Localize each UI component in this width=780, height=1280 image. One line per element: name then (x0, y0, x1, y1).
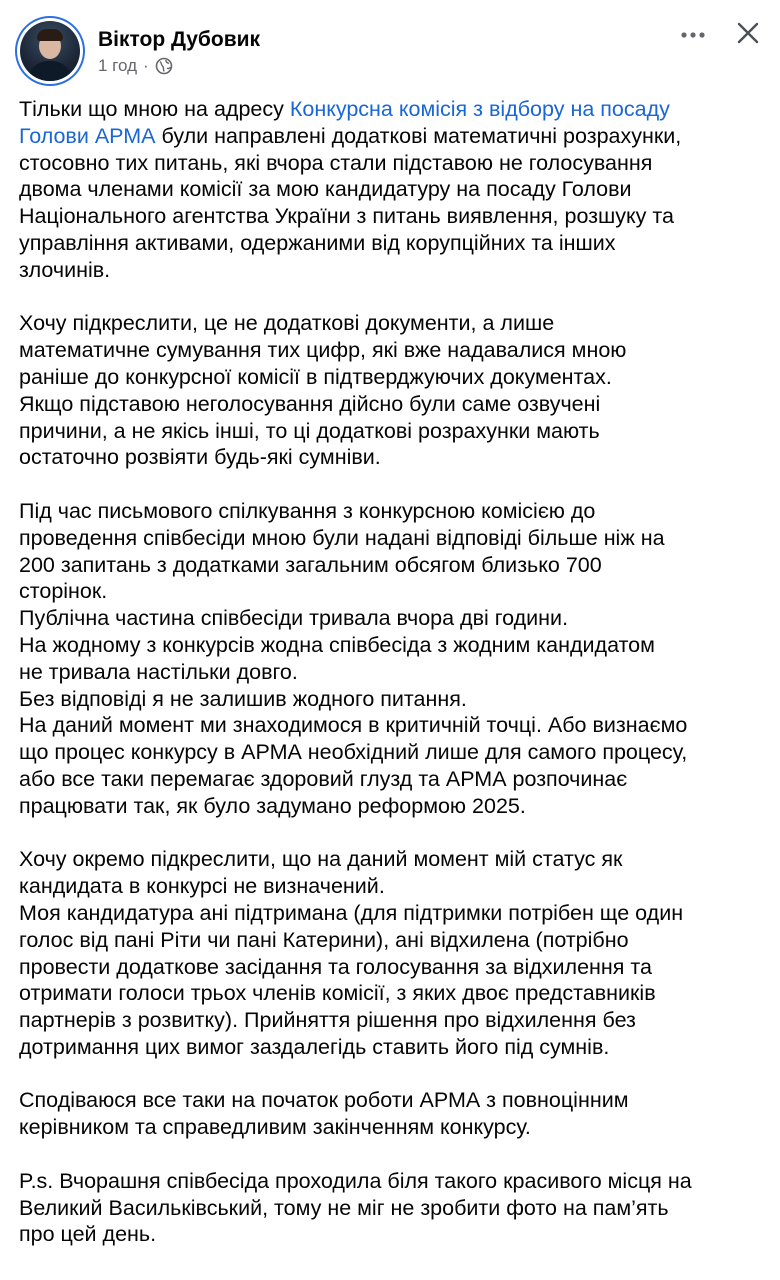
paragraph-2: Хочу підкреслити, це не додаткові документи, а лише математичне сумування тих цифр, які вже надавалися мною раніше до конкурсної комісії в підтверджуючих документах. Якщо підставою неголосування дійсно були саме озвучені причини, а не якісь інші, то ці додаткові розрахунки мають остаточно розвіяти будь-які сумніви. (19, 311, 627, 470)
commission-link[interactable]: Конкурсна комісія з відбору на посаду (289, 97, 670, 121)
paragraph-1: Тільки що мною на адресу Конкурсна комісія з відбору на посаду Голови АРМА були направлені додаткові математичні розрахунки, стосовно тих питань, які вчора стали підставою не голосування двома членами комісії за мою кандидатуру на посаду Голови Національного агентства України з питань виявлення, розшуку та управління активами, одержаними від корупційних та інших злочинів. (19, 97, 682, 282)
paragraph-6: P.s. Вчорашня співбесіда проходила біля такого красивого місця на Великий Васильківський, тому не міг не зробити фото на пам’ять про цей день. (19, 1168, 692, 1247)
more-options-button[interactable] (676, 22, 710, 48)
globe-icon[interactable] (155, 57, 173, 75)
paragraph-5: Сподіваюся все таки на початок роботи АРМА з повноцінним керівником та справедливим закінченням конкурсу. (19, 1088, 629, 1140)
avatar-photo (20, 21, 80, 81)
close-button[interactable] (733, 18, 763, 48)
post-text (19, 96, 764, 1275)
commission-link-cont[interactable]: Голови АРМА (19, 123, 156, 148)
more-horizontal-icon (680, 31, 706, 39)
paragraph-4: Хочу окремо підкреслити, що на даний момент мій статус як кандидата в конкурсі не визначений. Моя кандидатура ані підтримана (для підтримки потрібен ще один голос від пані Ріти чи пані Катерини), ані відхилена (потрібно провести додаткове засідання та голосування за відхилення та отримати голоси трьох членів комісії, з яких двоє представників партнерів з розвитку). Прийняття рішення про відхилення без дотримання цих вимог заздалегідь ставить його під сумнів. (19, 847, 684, 1059)
author-name[interactable]: Віктор Дубовик (98, 28, 261, 51)
avatar[interactable] (17, 18, 83, 84)
post-time[interactable]: 1 год (98, 56, 138, 75)
close-icon (737, 22, 759, 44)
meta-separator: · (143, 56, 149, 75)
post-meta (98, 56, 173, 76)
paragraph-3: Під час письмового спілкування з конкурсною комісією до проведення співбесіди мною були надані відповіді більше ніж на 200 запитань з додатками загальним обсягом близько 700 сторінок. Публічна частина співбесіди тривала вчора дві години. На жодному з конкурсів жодна співбесіда з жодним кандидатом не тривала настільки довго. Без відповіді я не залишив жодного питання. На даний момент ми знаходимося в критичній точці. Або визнаємо що процес конкурсу в АРМА необхідний лише для самого процесу, або все таки перемагає здоровий глузд та АРМА розпочинає працювати так, як було задумано реформою 2025. (19, 498, 688, 818)
post-header (0, 0, 780, 90)
